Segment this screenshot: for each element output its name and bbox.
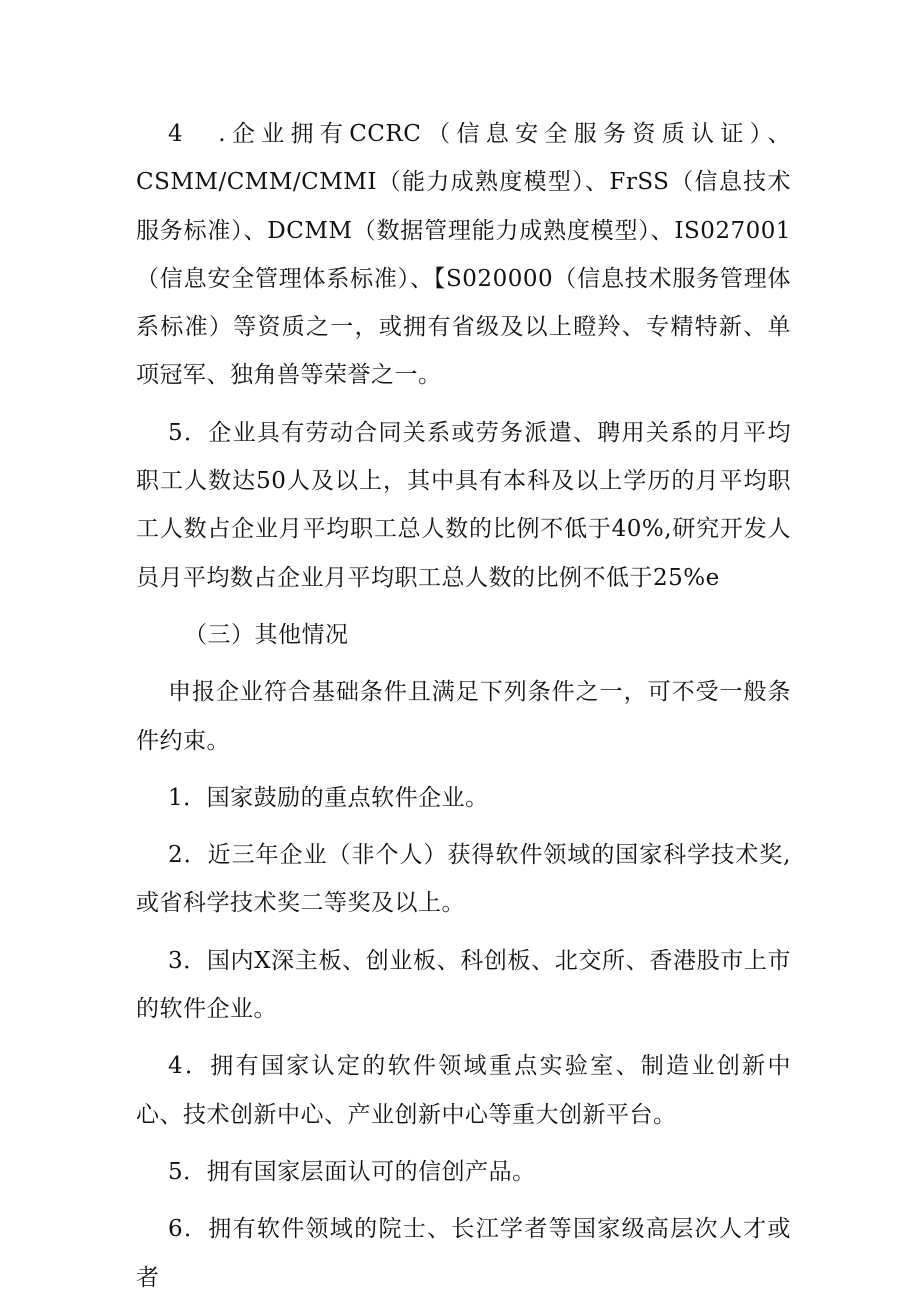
list-item-3: 3．国内X深主板、创业板、科创板、北交所、香港股市上市的软件企业。 (136, 947, 791, 1023)
section-heading-other: （三）其他情况 (184, 621, 349, 648)
list-item-4: 4．拥有国家认定的软件领域重点实验室、制造业创新中心、技术创新中心、产业创新中心等重大创新平台。 (136, 1053, 791, 1128)
paragraph-general-condition-4: 4 .企业拥有CCRC（信息安全服务资质认证）、CSMM/CMM/CMMI（能力成熟度模型）、FrSS（信息技术服务标准）、DCMM（数据管理能力成熟度模型）、IS027001（信息安全管理体系标准）、【S020000（信息技术服务管理体系标准）等资质之一，或拥有省级及以上瞪羚、专精特新、单项冠军、独角兽等荣誉之一。 (136, 121, 791, 389)
list-item-2: 2．近三年企业（非个人）获得软件领域的国家科学技术奖,或省科学技术奖二等奖及以上。 (136, 842, 791, 917)
list-item-1: 1．国家鼓励的重点软件企业。 (168, 784, 489, 811)
paragraph-general-condition-5: 5．企业具有劳动合同关系或劳务派遣、聘用关系的月平均职工人数达50人及以上，其中具有本科及以上学历的月平均职工人数占企业月平均职工总人数的比例不低于40%,研究开发人员月平均数占企业月平均职工总人数的比例不低于25%e (136, 419, 791, 591)
list-item-5: 5．拥有国家层面认可的信创产品。 (168, 1158, 536, 1185)
document-body (136, 110, 791, 1311)
paragraph-intro: 申报企业符合基础条件且满足下列条件之一，可不受一般条件约束。 (136, 679, 791, 754)
list-item-6: 6．拥有软件领域的院士、长江学者等国家级高层次人才或者 (136, 1216, 791, 1291)
